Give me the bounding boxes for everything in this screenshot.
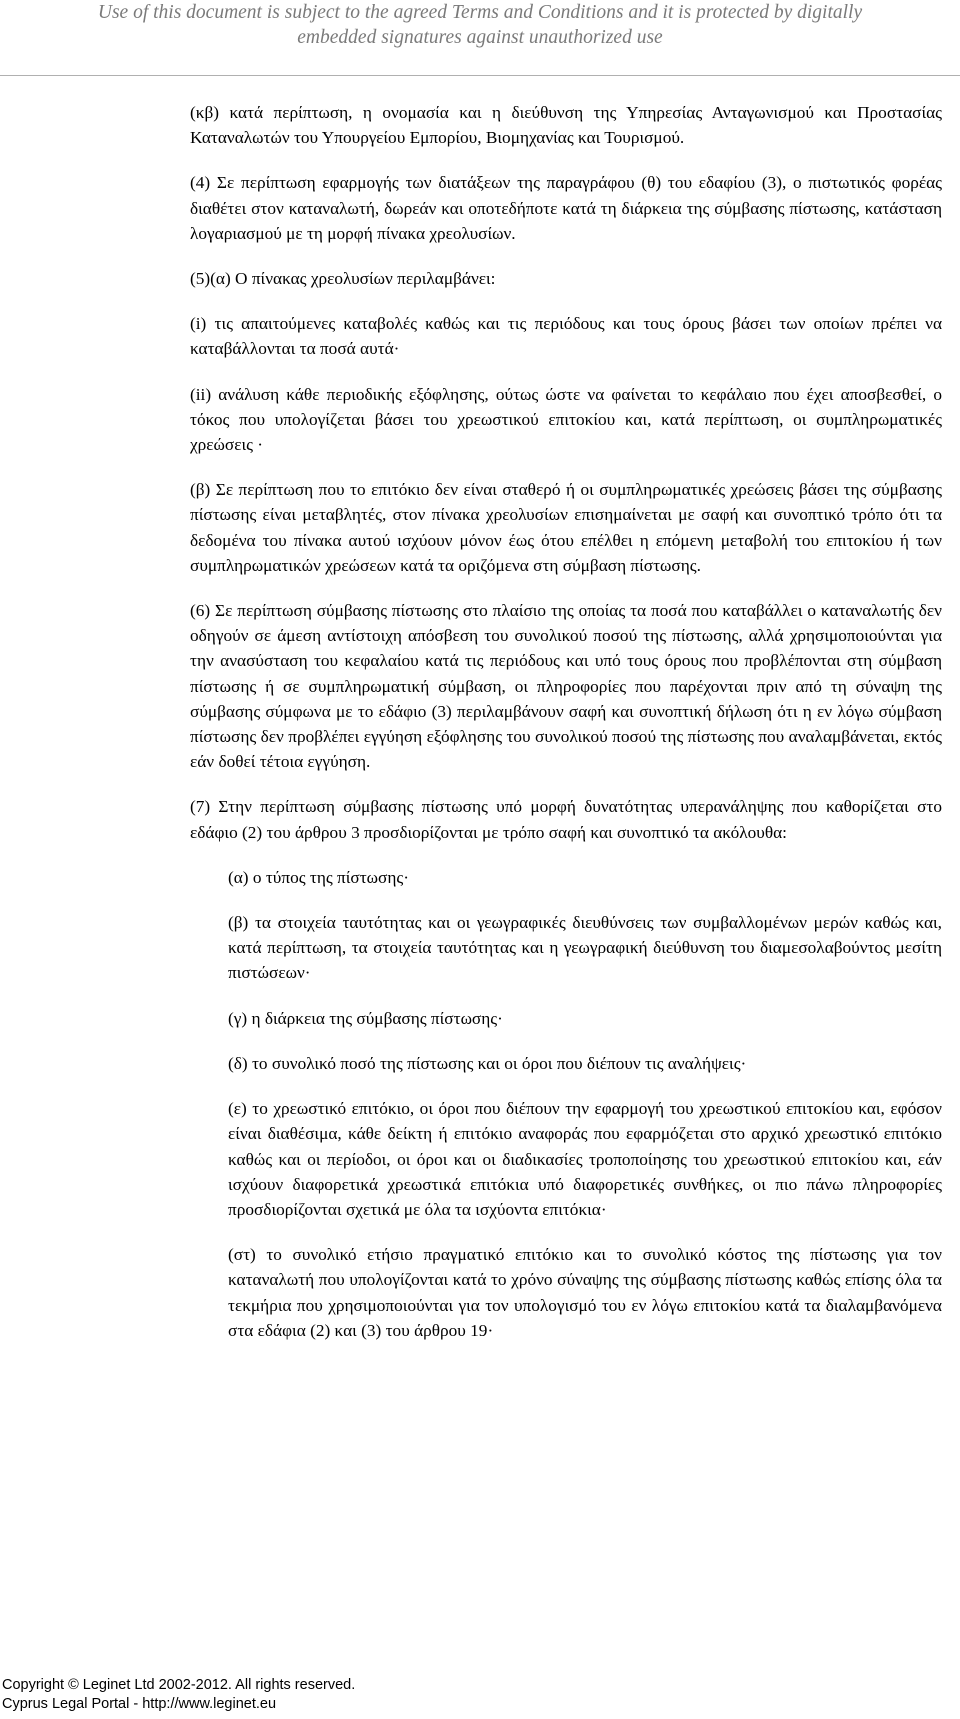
paragraph-4: (4) Σε περίπτωση εφαρμογής των διατάξεων της παραγράφου (θ) του εδαφίου (3), ο πιστωτικός φορέας διαθέτει στον καταναλωτή, δωρεάν και οποτεδήποτε κατά τη διάρκεια της σύμβασης πίστωσης, κατάσταση λογαριασμού με τη μορφή πίνακα χρεολυσίων. <box>190 173 942 243</box>
paragraph-6: (6) Σε περίπτωση σύμβασης πίστωσης στο πλαίσιο της οποίας τα ποσά που καταβάλλει ο καταναλωτής δεν οδηγούν σε άμεση αντίστοιχη απόσβεση του συνολικού ποσού της πίστωσης, αλλά χρησιμοποιούνται για την ανασύσταση του κεφαλαίου κατά τις περιόδους και υπό τους όρους που προβλέπονται στη σύμβαση πίστωσης ή σε συμπληρωματική σύμβαση, οι πληροφορίες που παρέχονται πριν από τη σύναψη της σύμβασης σύμφωνα με το εδάφιο (3) περιλαμβάνουν σαφή και συνοπτική δήλωση ότι η εν λόγω σύμβαση πίστωσης δεν προβλέπει εγγύηση εξόφλησης του συνολικού ποσού της πίστωσης που αναλαμβάνεται, εκτός εάν δοθεί τέτοια εγγύηση. <box>190 601 942 772</box>
header-line-2: embedded signatures against unauthorized use <box>297 27 663 48</box>
copyright-notice: Copyright © Leginet Ltd 2002-2012. All rights reserved. <box>2 1677 356 1693</box>
document-header <box>0 0 960 76</box>
paragraph-7-st: (στ) το συνολικό ετήσιο πραγματικό επιτόκιο και το συνολικό κόστος της πίστωσης για τον καταναλωτή που υπολογίζονται κατά το χρόνο σύναψης της σύμβασης πίστωσης καθώς επίσης όλα τα τεκμήρια που χρησιμοποιούνται για τον υπολογισμό του εν λόγω επιτοκίου κατά τα διαλαμβανόμενα στα εδάφια (2) και (3) του άρθρου 19· <box>228 1245 942 1340</box>
document-body <box>190 100 942 1343</box>
paragraph-7-b: (β) τα στοιχεία ταυτότητας και οι γεωγραφικές διευθύνσεις των συμβαλλομένων μερών καθώς και, κατά περίπτωση, τα στοιχεία ταυτότητας και η γεωγραφική διεύθυνση του διαμεσολαβούντος μεσίτη πιστώσεων· <box>228 913 942 983</box>
paragraph-7-c: (γ) η διάρκεια της σύμβασης πίστωσης· <box>228 1008 503 1028</box>
paragraph-5a-i: (i) τις απαιτούμενες καταβολές καθώς και τις περιόδους και τους όρους βάσει των οποίων πρέπει να καταβάλλονται τα ποσά αυτά· <box>190 314 942 359</box>
paragraph-7: (7) Στην περίπτωση σύμβασης πίστωσης υπό μορφή δυνατότητας υπερανάληψης που καθορίζεται στο εδάφιο (2) του άρθρου 3 προσδιορίζονται με τρόπο σαφή και συνοπτικό τα ακόλουθα: <box>190 797 942 842</box>
paragraph-5b: (β) Σε περίπτωση που το επιτόκιο δεν είναι σταθερό ή οι συμπληρωματικές χρεώσεις βάσει της σύμβασης πίστωσης είναι μεταβλητές, στον πίνακα χρεολυσίων επισημαίνεται με σαφή και συνοπτικό τρόπο ότι τα δεδομένα του πίνακα αυτού ισχύουν μόνον έως ότου επέλθει η επόμενη μεταβολή του επιτοκίου ή των συμπληρωματικών χρεώσεων κατά τα οριζόμενα στη σύμβαση πίστωσης. <box>190 480 942 575</box>
paragraph-5a: (5)(α) Ο πίνακας χρεολυσίων περιλαμβάνει: <box>190 269 496 289</box>
document-footer <box>2 1676 355 1714</box>
paragraph-7-a: (α) ο τύπος της πίστωσης· <box>228 867 409 887</box>
paragraph-5a-ii: (ii) ανάλυση κάθε περιοδικής εξόφλησης, ούτως ώστε να φαίνεται το κεφάλαιο που έχει αποσβεσθεί, ο τόκος που υπολογίζεται βάσει του χρεωστικού επιτοκίου και, κατά περίπτωση, οι συμπληρωματικές χρεώσεις · <box>190 384 942 455</box>
header-line-1: Use of this document is subject to the agreed Terms and Conditions and it is protected by digitally <box>97 2 863 23</box>
portal-link: Cyprus Legal Portal - http://www.leginet.eu <box>2 1696 277 1712</box>
paragraph-7-d: (δ) το συνολικό ποσό της πίστωσης και οι όροι που διέπουν τις αναλήψεις· <box>228 1053 747 1073</box>
paragraph-kb: (κβ) κατά περίπτωση, η ονομασία και η διεύθυνση της Υπηρεσίας Ανταγωνισμού και Προστασίας Καταναλωτών του Υπουργείου Εμπορίου, Βιομηχανίας και Τουρισμού. <box>190 103 942 148</box>
paragraph-7-e: (ε) το χρεωστικό επιτόκιο, οι όροι που διέπουν την εφαρμογή του χρεωστικού επιτοκίου και, εφόσον είναι διαθέσιμα, κάθε δείκτη ή επιτόκιο αναφοράς που εφαρμόζεται στο αρχικό χρεωστικό επιτόκιο καθώς και οι περίοδοι, οι όροι και οι διαδικασίες τροποποίησης του χρεωστικού επιτοκίου και, εάν ισχύουν διαφορετικά χρεωστικά επιτόκια υπό διαφορετικές συνθήκες, οι πιο πάνω πληροφορίες προσδιορίζονται σχετικά με όλα τα ισχύοντα επιτόκια· <box>228 1099 942 1219</box>
